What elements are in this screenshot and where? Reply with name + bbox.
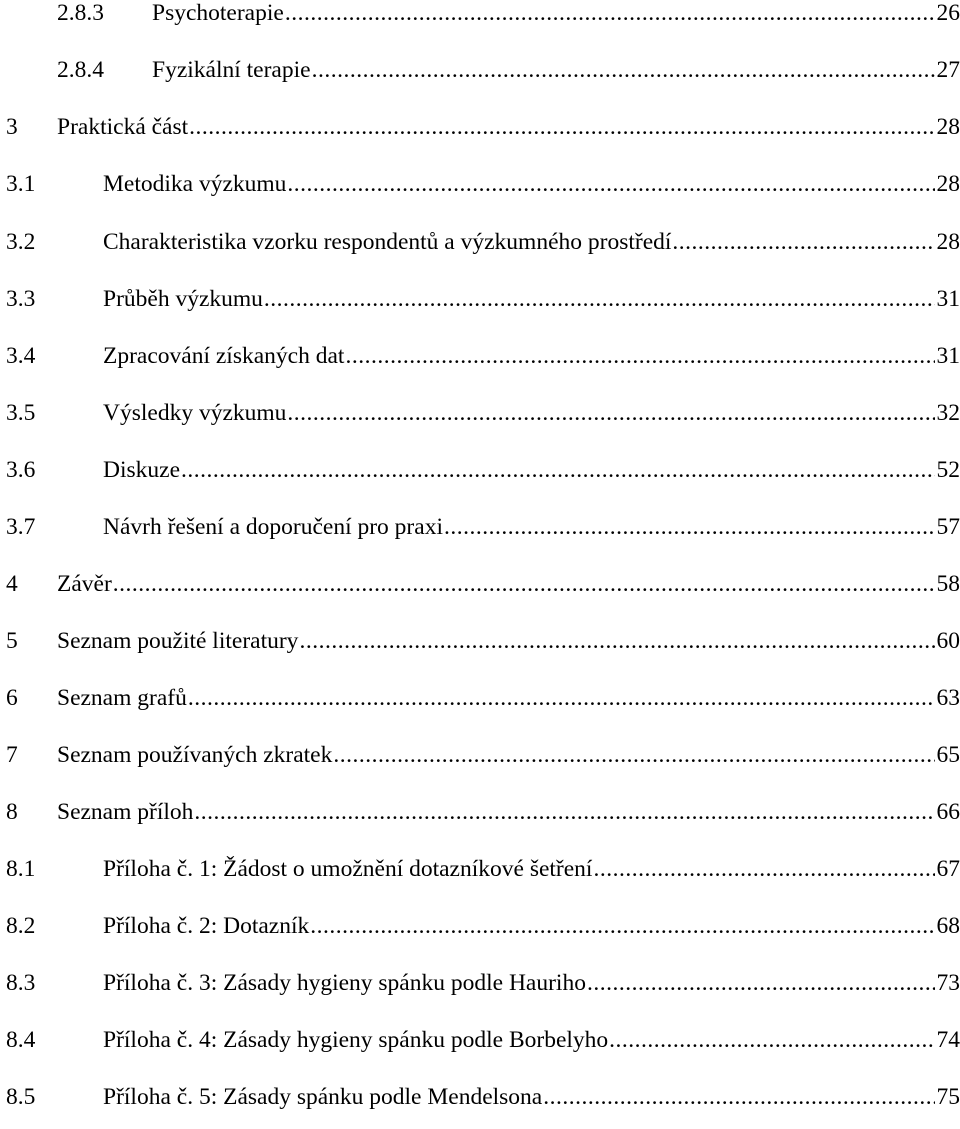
toc-entry-page: 31	[936, 343, 960, 369]
toc-dot-leader	[310, 910, 934, 942]
toc-entry-number: 5	[6, 628, 18, 654]
toc-entry-number: 8.4	[6, 1027, 36, 1053]
toc-entry-number: 8.3	[6, 970, 36, 996]
toc-entry-7[interactable]	[6, 739, 960, 771]
toc-dot-leader	[287, 397, 934, 429]
toc-entry-number: 8.1	[6, 856, 36, 882]
toc-entry-number: 3.4	[6, 343, 36, 369]
toc-entry-number: 3.7	[6, 514, 36, 540]
toc-entry-page: 28	[936, 114, 960, 140]
toc-entry-page: 74	[936, 1027, 960, 1053]
toc-entry-number: 3.1	[6, 171, 36, 197]
toc-entry-page: 32	[936, 400, 960, 426]
toc-dot-leader	[333, 739, 934, 771]
toc-entry-title: Návrh řešení a doporučení pro praxi	[103, 514, 443, 540]
toc-entry-3-1[interactable]	[6, 168, 960, 200]
toc-entry-number: 8.2	[6, 913, 36, 939]
toc-entry-3[interactable]	[6, 111, 960, 143]
toc-entry-8[interactable]	[6, 796, 960, 828]
toc-entry-page: 28	[936, 171, 960, 197]
toc-entry-title: Příloha č. 4: Zásady hygieny spánku podle Borbelyho	[103, 1027, 609, 1053]
toc-entry-page: 60	[936, 628, 960, 654]
toc-entry-3-6[interactable]	[6, 454, 960, 486]
toc-entry-8-3[interactable]	[6, 967, 960, 999]
toc-entry-page: 73	[936, 970, 960, 996]
toc-entry-title: Příloha č. 1: Žádost o umožnění dotazníkové šetření	[103, 856, 593, 882]
toc-dot-leader	[312, 54, 935, 86]
toc-dot-leader	[287, 168, 934, 200]
toc-entry-title: Charakteristika vzorku respondentů a výzkumného prostředí	[103, 229, 672, 255]
toc-entry-page: 26	[936, 0, 960, 26]
toc-dot-leader	[543, 1081, 934, 1113]
toc-entry-title: Příloha č. 3: Zásady hygieny spánku podle Hauriho	[103, 970, 586, 996]
toc-entry-title: Příloha č. 5: Zásady spánku podle Mendelsona	[103, 1084, 543, 1110]
toc-dot-leader	[188, 682, 935, 714]
toc-entry-title: Závěr	[57, 571, 112, 597]
toc-entry-3-4[interactable]	[6, 340, 960, 372]
toc-entry-page: 68	[936, 913, 960, 939]
toc-entry-page: 27	[936, 57, 960, 83]
toc-entry-2-8-4[interactable]	[57, 54, 960, 86]
toc-entry-number: 3.5	[6, 400, 36, 426]
toc-entry-8-5[interactable]	[6, 1081, 960, 1113]
toc-entry-title: Průběh výzkumu	[103, 286, 263, 312]
toc-dot-leader	[593, 853, 934, 885]
toc-entry-8-1[interactable]	[6, 853, 960, 885]
toc-entry-page: 65	[936, 742, 960, 768]
toc-entry-title: Seznam použité literatury	[57, 628, 299, 654]
toc-dot-leader	[345, 340, 934, 372]
toc-entry-page: 63	[936, 685, 960, 711]
toc-entry-5[interactable]	[6, 625, 960, 657]
toc-dot-leader	[181, 454, 934, 486]
toc-entry-title: Seznam grafů	[57, 685, 187, 711]
toc-dot-leader	[444, 511, 935, 543]
toc-entry-number: 8	[6, 799, 18, 825]
toc-entry-number: 3.6	[6, 457, 36, 483]
toc-entry-8-4[interactable]	[6, 1024, 960, 1056]
toc-entry-title: Výsledky výzkumu	[103, 400, 287, 426]
toc-entry-page: 58	[936, 571, 960, 597]
toc-entry-page: 66	[936, 799, 960, 825]
toc-entry-title: Příloha č. 2: Dotazník	[103, 913, 310, 939]
toc-entry-title: Praktická část	[57, 114, 189, 140]
toc-entry-number: 3	[6, 114, 18, 140]
toc-entry-3-3[interactable]	[6, 283, 960, 315]
toc-entry-title: Seznam používaných zkratek	[57, 742, 333, 768]
toc-entry-3-2[interactable]	[6, 226, 960, 258]
toc-dot-leader	[285, 0, 935, 29]
toc-entry-number: 7	[6, 742, 18, 768]
toc-dot-leader	[264, 283, 935, 315]
toc-entry-page: 75	[936, 1084, 960, 1110]
toc-entry-title: Zpracování získaných dat	[103, 343, 345, 369]
toc-dot-leader	[194, 796, 934, 828]
toc-entry-page: 28	[936, 229, 960, 255]
toc-entry-number: 8.5	[6, 1084, 36, 1110]
toc-entry-number: 4	[6, 571, 18, 597]
toc-entry-title: Psychoterapie	[152, 0, 284, 26]
toc-entry-number: 3.3	[6, 286, 36, 312]
toc-entry-page: 67	[936, 856, 960, 882]
toc-entry-page: 57	[936, 514, 960, 540]
toc-entry-number: 6	[6, 685, 18, 711]
toc-dot-leader	[113, 568, 935, 600]
toc-entry-number: 2.8.4	[57, 57, 104, 83]
toc-entry-3-5[interactable]	[6, 397, 960, 429]
toc-entry-4[interactable]	[6, 568, 960, 600]
toc-entry-number: 3.2	[6, 229, 36, 255]
toc-entry-title: Diskuze	[103, 457, 181, 483]
toc-entry-title: Metodika výzkumu	[103, 171, 287, 197]
toc-entry-number: 2.8.3	[57, 0, 104, 26]
toc-entry-3-7[interactable]	[6, 511, 960, 543]
toc-entry-8-2[interactable]	[6, 910, 960, 942]
toc-entry-page: 52	[936, 457, 960, 483]
toc-entry-title: Seznam příloh	[57, 799, 194, 825]
toc-dot-leader	[609, 1024, 934, 1056]
toc-dot-leader	[189, 111, 934, 143]
toc-dot-leader	[587, 967, 935, 999]
toc-dot-leader	[299, 625, 934, 657]
toc-entry-title: Fyzikální terapie	[152, 57, 311, 83]
toc-entry-6[interactable]	[6, 682, 960, 714]
toc-entry-page: 31	[936, 286, 960, 312]
toc-entry-2-8-3[interactable]	[57, 0, 960, 29]
toc-dot-leader	[672, 226, 934, 258]
